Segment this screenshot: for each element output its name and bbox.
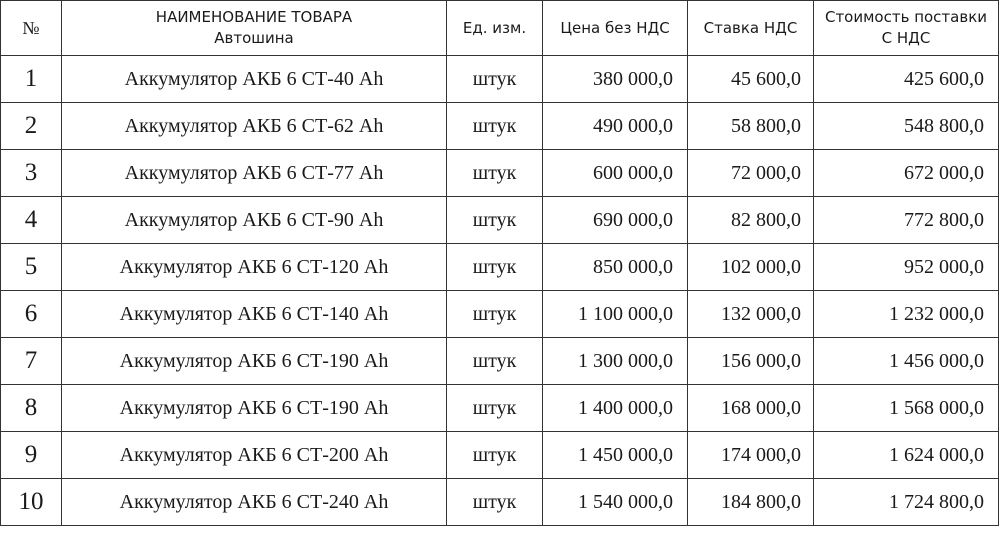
cell-name: Аккумулятор АКБ 6 СТ-77 Ah: [62, 150, 447, 197]
cell-vat: 45 600,0: [688, 56, 814, 103]
cell-num: 2: [1, 103, 62, 150]
cell-num: 1: [1, 56, 62, 103]
cell-total: 1 624 000,0: [814, 432, 999, 479]
cell-unit: штук: [447, 103, 543, 150]
cell-name: Аккумулятор АКБ 6 СТ-240 Ah: [62, 479, 447, 526]
cell-price: 600 000,0: [543, 150, 688, 197]
table-body: [1, 56, 999, 526]
header-unit: Ед. изм.: [447, 1, 543, 56]
cell-total: 772 800,0: [814, 197, 999, 244]
cell-name: Аккумулятор АКБ 6 СТ-190 Ah: [62, 338, 447, 385]
table-row: [1, 479, 999, 526]
cell-num: 7: [1, 338, 62, 385]
cell-name: Аккумулятор АКБ 6 СТ-40 Ah: [62, 56, 447, 103]
cell-total: 548 800,0: [814, 103, 999, 150]
cell-price: 1 100 000,0: [543, 291, 688, 338]
cell-total: 1 456 000,0: [814, 338, 999, 385]
table-row: [1, 291, 999, 338]
cell-total: 425 600,0: [814, 56, 999, 103]
table-row: [1, 244, 999, 291]
header-num: №: [1, 1, 62, 56]
header-total-line2: С НДС: [881, 29, 931, 47]
cell-unit: штук: [447, 197, 543, 244]
cell-num: 10: [1, 479, 62, 526]
cell-num: 3: [1, 150, 62, 197]
cell-price: 1 450 000,0: [543, 432, 688, 479]
cell-total: 1 568 000,0: [814, 385, 999, 432]
cell-price: 850 000,0: [543, 244, 688, 291]
cell-unit: штук: [447, 244, 543, 291]
cell-name: Аккумулятор АКБ 6 СТ-200 Ah: [62, 432, 447, 479]
cell-total: 1 232 000,0: [814, 291, 999, 338]
cell-price: 1 400 000,0: [543, 385, 688, 432]
cell-num: 4: [1, 197, 62, 244]
cell-vat: 156 000,0: [688, 338, 814, 385]
header-total-line1: Стоимость поставки: [824, 8, 988, 26]
cell-unit: штук: [447, 432, 543, 479]
cell-total: 672 000,0: [814, 150, 999, 197]
table-row: [1, 197, 999, 244]
table-header: [1, 1, 999, 56]
cell-price: 690 000,0: [543, 197, 688, 244]
cell-unit: штук: [447, 385, 543, 432]
cell-unit: штук: [447, 150, 543, 197]
table-row: [1, 56, 999, 103]
table-row: [1, 103, 999, 150]
cell-num: 6: [1, 291, 62, 338]
cell-total: 952 000,0: [814, 244, 999, 291]
table-row: [1, 385, 999, 432]
cell-num: 9: [1, 432, 62, 479]
cell-name: Аккумулятор АКБ 6 СТ-62 Ah: [62, 103, 447, 150]
header-vat: Ставка НДС: [688, 1, 814, 56]
cell-name: Аккумулятор АКБ 6 СТ-90 Ah: [62, 197, 447, 244]
cell-vat: 82 800,0: [688, 197, 814, 244]
header-name-subtitle: Автошина: [214, 29, 294, 47]
table-row: [1, 338, 999, 385]
cell-name: Аккумулятор АКБ 6 СТ-140 Ah: [62, 291, 447, 338]
cell-price: 490 000,0: [543, 103, 688, 150]
table-row: [1, 432, 999, 479]
cell-unit: штук: [447, 338, 543, 385]
cell-num: 8: [1, 385, 62, 432]
cell-unit: штук: [447, 56, 543, 103]
header-row: [1, 1, 999, 56]
cell-price: 1 540 000,0: [543, 479, 688, 526]
cell-price: 380 000,0: [543, 56, 688, 103]
cell-vat: 72 000,0: [688, 150, 814, 197]
cell-vat: 184 800,0: [688, 479, 814, 526]
header-total: [814, 1, 999, 56]
cell-vat: 132 000,0: [688, 291, 814, 338]
cell-vat: 168 000,0: [688, 385, 814, 432]
cell-vat: 174 000,0: [688, 432, 814, 479]
cell-vat: 102 000,0: [688, 244, 814, 291]
cell-total: 1 724 800,0: [814, 479, 999, 526]
cell-name: Аккумулятор АКБ 6 СТ-190 Ah: [62, 385, 447, 432]
header-name-title: НАИМЕНОВАНИЕ ТОВАРА: [155, 8, 353, 26]
cell-num: 5: [1, 244, 62, 291]
table-row: [1, 150, 999, 197]
cell-price: 1 300 000,0: [543, 338, 688, 385]
cell-name: Аккумулятор АКБ 6 СТ-120 Ah: [62, 244, 447, 291]
header-price: Цена без НДС: [543, 1, 688, 56]
cell-unit: штук: [447, 291, 543, 338]
cell-vat: 58 800,0: [688, 103, 814, 150]
cell-unit: штук: [447, 479, 543, 526]
header-name: [62, 1, 447, 56]
